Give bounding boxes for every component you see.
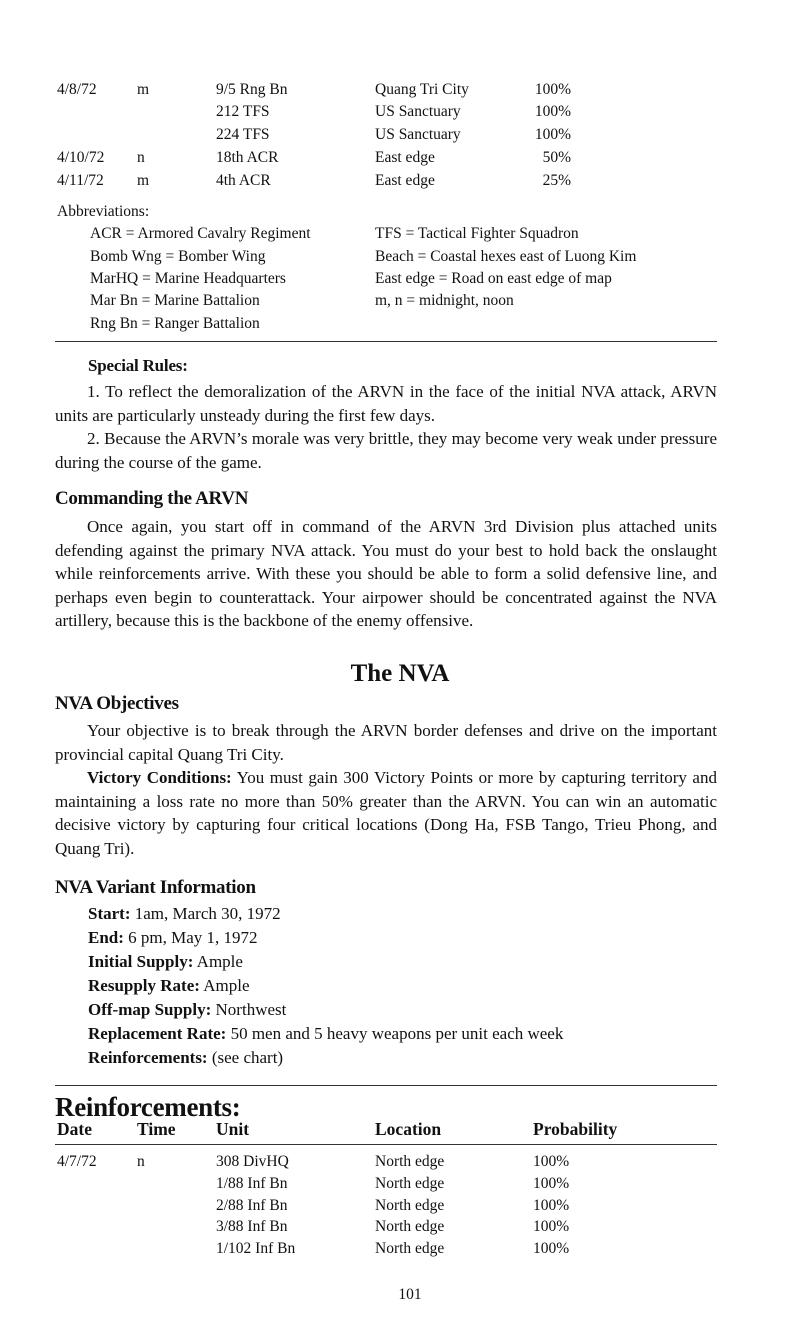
location-cell: North edge (375, 1218, 445, 1235)
special-rules-heading: Special Rules: (88, 356, 188, 375)
variant-value: 6 pm, May 1, 1972 (123, 928, 258, 947)
abbreviation-item: Bomb Wng = Bomber Wing (90, 248, 266, 265)
variant-label: Reinforcements: (88, 1048, 208, 1067)
variant-heading: NVA Variant Information (55, 877, 256, 898)
date-cell: 4/10/72 (57, 149, 105, 166)
nva-objectives-heading: NVA Objectives (55, 693, 179, 714)
probability-cell: 50% (542, 149, 571, 166)
special-rules-list (55, 380, 717, 474)
variant-line (88, 976, 250, 996)
unit-cell: 9/5 Rng Bn (216, 81, 288, 98)
date-cell: 4/7/72 (57, 1153, 97, 1170)
column-header-time: Time (137, 1119, 176, 1139)
time-cell: n (137, 1153, 145, 1170)
probability-cell: 100% (534, 81, 571, 98)
divider (55, 341, 717, 342)
time-cell: m (137, 81, 150, 98)
probability-cell: 100% (533, 1218, 570, 1235)
location-cell: US Sanctuary (375, 126, 461, 143)
time-cell: n (137, 149, 145, 166)
variant-label: End: (88, 928, 124, 947)
abbreviation-item: TFS = Tactical Fighter Squadron (375, 225, 579, 242)
location-cell: North edge (375, 1175, 445, 1192)
unit-cell: 2/88 Inf Bn (216, 1197, 288, 1214)
victory-conditions (55, 766, 717, 860)
location-cell: US Sanctuary (375, 103, 461, 120)
date-cell: 4/11/72 (57, 172, 104, 189)
variant-line (88, 1024, 563, 1044)
variant-line (88, 952, 243, 972)
column-header-date: Date (57, 1119, 92, 1139)
commanding-text: Once again, you start off in command of the ARVN 3rd Division plus attached units defending against the primary NVA attack. You must do your best to hold back the onslaught while reinforcements arrive. With these you should be able to form a solid defensive line, and perhaps even begin to counterattack. Your airpower should be concentrated against the NVA artillery, because this is the backbone of the enemy offensive. (55, 517, 717, 630)
unit-cell: 212 TFS (216, 103, 270, 120)
abbreviation-item: ACR = Armored Cavalry Regiment (90, 225, 311, 242)
commanding-heading: Commanding the ARVN (55, 488, 249, 509)
abbreviation-item: m, n = midnight, noon (375, 292, 514, 309)
variant-line (88, 928, 258, 948)
variant-label: Off-map Supply: (88, 1000, 212, 1019)
variant-value: (see chart) (207, 1048, 284, 1067)
probability-cell: 100% (533, 1240, 570, 1257)
abbreviation-item: MarHQ = Marine Headquarters (90, 270, 286, 287)
divider (55, 1144, 717, 1145)
probability-cell: 25% (542, 172, 571, 189)
variant-line (88, 1048, 283, 1068)
special-rule-item: 1. To reflect the demoralization of the ARVN in the face of the initial NVA attack, ARVN units are particularly unsteady during the first few days. (55, 382, 717, 425)
unit-cell: 224 TFS (216, 126, 270, 143)
divider (55, 1085, 717, 1086)
variant-line (88, 904, 281, 924)
location-cell: North edge (375, 1153, 445, 1170)
probability-cell: 100% (534, 103, 571, 120)
nva-objectives-paragraph (55, 719, 717, 860)
abbreviation-item: Mar Bn = Marine Battalion (90, 292, 260, 309)
probability-cell: 100% (533, 1197, 570, 1214)
location-cell: North edge (375, 1240, 445, 1257)
probability-cell: 100% (533, 1175, 570, 1192)
abbreviation-item: Beach = Coastal hexes east of Luong Kim (375, 248, 637, 265)
probability-cell: 100% (534, 126, 571, 143)
column-header-probability: Probability (533, 1119, 618, 1139)
page-number: 101 (398, 1286, 422, 1303)
location-cell: Quang Tri City (375, 81, 469, 98)
reinforcements-title: Reinforcements: (55, 1092, 241, 1122)
variant-label: Resupply Rate: (88, 976, 200, 995)
commanding-paragraph (55, 515, 717, 633)
variant-label: Replacement Rate: (88, 1024, 227, 1043)
variant-value: Northwest (211, 1000, 287, 1019)
location-cell: East edge (375, 172, 435, 189)
location-cell: East edge (375, 149, 435, 166)
unit-cell: 4th ACR (216, 172, 271, 189)
date-cell: 4/8/72 (57, 81, 97, 98)
variant-line (88, 1000, 286, 1020)
variant-value: Ample (193, 952, 243, 971)
variant-value: 50 men and 5 heavy weapons per unit each week (226, 1024, 564, 1043)
column-header-unit: Unit (216, 1119, 250, 1139)
column-header-location: Location (375, 1119, 442, 1139)
unit-cell: 1/88 Inf Bn (216, 1175, 288, 1192)
abbreviation-item: East edge = Road on east edge of map (375, 270, 612, 287)
abbreviations-title: Abbreviations: (57, 203, 150, 220)
time-cell: m (137, 172, 150, 189)
abbreviation-item: Rng Bn = Ranger Battalion (90, 315, 260, 332)
victory-conditions-text: You must gain 300 Victory Points or more by capturing territory and maintaining a loss rate no more than 50% greater than the ARVN. You can win an automatic decisive victory by capturing four critical locations (Dong Ha, FSB Tango, Trieu Phong, and Quang Tri). (55, 768, 717, 858)
variant-label: Initial Supply: (88, 952, 194, 971)
section-title: The NVA (350, 660, 450, 687)
objectives-text: Your objective is to break through the ARVN border defenses and drive on the important provincial capital Quang Tri City. (55, 721, 717, 764)
variant-value: 1am, March 30, 1972 (130, 904, 281, 923)
special-rule-item: 2. Because the ARVN’s morale was very brittle, they may become very weak under pressure during the course of the game. (55, 429, 717, 472)
unit-cell: 3/88 Inf Bn (216, 1218, 288, 1235)
location-cell: North edge (375, 1197, 445, 1214)
unit-cell: 308 DivHQ (216, 1153, 289, 1170)
variant-value: Ample (199, 976, 250, 995)
probability-cell: 100% (533, 1153, 570, 1170)
variant-label: Start: (88, 904, 131, 923)
unit-cell: 18th ACR (216, 149, 279, 166)
unit-cell: 1/102 Inf Bn (216, 1240, 296, 1257)
victory-conditions-label: Victory Conditions: (87, 768, 232, 787)
